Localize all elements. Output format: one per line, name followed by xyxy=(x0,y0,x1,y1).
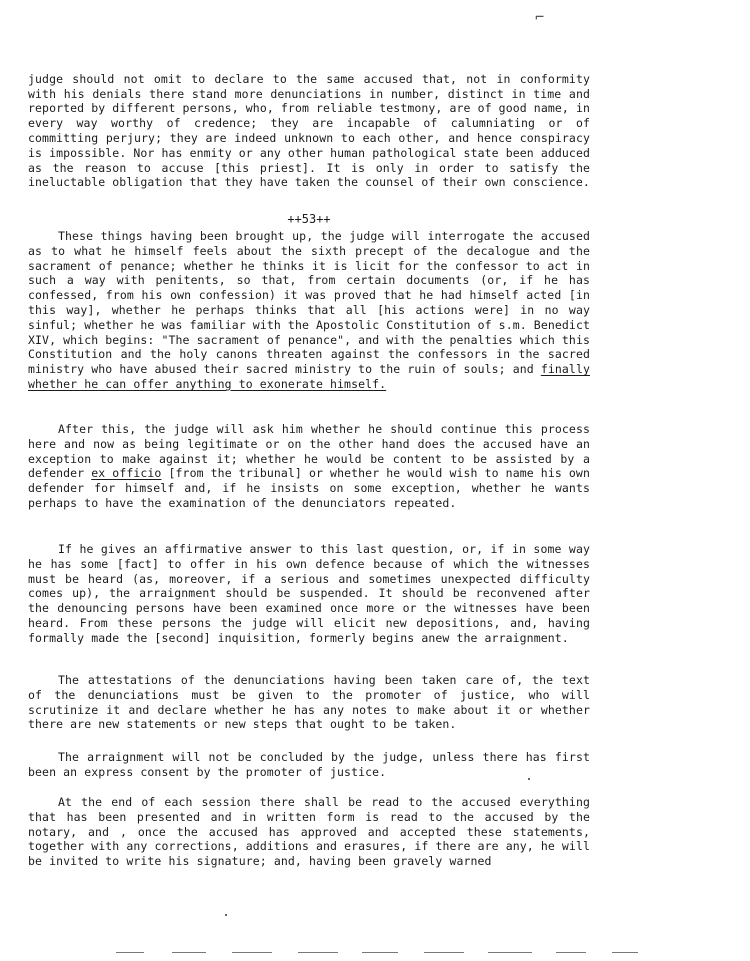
paragraph-text: The arraignment will not be concluded by the judge, unless there has first been an express consent by the promoter of justice. xyxy=(28,750,590,779)
footer-rule xyxy=(232,952,272,953)
paragraph-4 xyxy=(28,542,590,646)
stray-mark xyxy=(528,778,530,780)
stray-mark xyxy=(225,914,227,916)
paragraph-6 xyxy=(28,750,590,780)
paragraph-7 xyxy=(28,795,590,869)
paragraph-text: At the end of each session there shall be read to the accused everything that has been presented and in written form is read to the accused by the notary, and , once the accused has approved and accepted these statements, together with any corrections, additions and erasures, if there are any, he will be invited to write his signature; and, having been gravely warned xyxy=(28,795,590,869)
corner-mark: ⌐ xyxy=(535,8,545,26)
footer-rule xyxy=(116,952,144,953)
footer-rule xyxy=(488,952,532,953)
footer-rule xyxy=(172,952,206,953)
footer-rule xyxy=(556,952,586,953)
footer-rule xyxy=(612,952,638,953)
paragraph-text: If he gives an affirmative answer to this last question, or, if in some way he has some [fact] to offer in his own defence because of which the witnesses must be heard (as, moreover, if a serious and sometimes unexpected difficulty comes up), the arraignment should be suspended. It should be reconvened after the denouncing persons have been examined once more or the witnesses have been heard. From these persons the judge will elicit new depositions, and, having formally made the [second] inquisition, formerly begins anew the arraignment. xyxy=(28,542,590,645)
paragraph-text: judge should not omit to declare to the same accused that, not in conformity with his denials there stand more denunciations in number, distinct in time and reported by different persons, who, from reliable testmony, are of good name, in every way worthy of credence; they are incapable of calumniating or of committing perjury; they are indeed unknown to each other, and hence conspiracy is impossible. Nor has enmity or any other human pathological state been adduced as the reason to accuse [this priest]. It is only in order to satisfy the ineluctable obligation that they have taken the counsel of their own conscience. xyxy=(28,71,590,190)
footer-rule xyxy=(298,952,338,953)
underlined-text: ex officio xyxy=(91,466,162,481)
paragraph-text: The attestations of the denunciations having been taken care of, the text of the denunciations must be given to the promoter of justice, who will scrutinize it and declare whether he has any notes to make about it or whether there are new statements or new steps that ought to be taken. xyxy=(28,673,590,732)
paragraph-3 xyxy=(28,422,590,511)
paragraph-2 xyxy=(28,229,590,392)
paragraph-1 xyxy=(28,57,590,190)
footer-rule xyxy=(362,952,398,953)
paragraph-text: After this, the judge will ask him whether he should continue this process here and now as being legitimate or on the other hand does the accused have an exception to make against it; whether he would be content to be assisted by a defender xyxy=(28,422,590,481)
paragraph-text: [from the tribunal] or whether he would wish to name his own defender for himself and, if he insists on some exception, whether he wants perhaps to have the examination of the denunciators repeated. xyxy=(28,466,590,510)
paragraph-text: These things having been brought up, the judge will interrogate the accused as to what he himself feels about the sixth precept of the decalogue and the sacrament of penance; whether he thinks it is licit for the confessor to act in such a way with penitents, so that, from certain documents (or, if he has confessed, from his own confession) it was proved that he had himself acted [in this way], whether he perhaps thinks that all [his actions were] in no way sinful; whether he was familiar with the Apostolic Constitution of s.m. Benedict XIV, which begins: "The sacrament of penance", and with the penalties which this Constitution and the holy canons threaten against the confessors in the sacred ministry who have abused their sacred ministry to the ruin of souls; and xyxy=(28,229,590,377)
paragraph-5 xyxy=(28,673,590,732)
footer-rule xyxy=(424,952,464,953)
page-number: ++53++ xyxy=(287,212,331,226)
underlined-text: finally whether he can offer anything to exonerate himself. xyxy=(28,362,590,391)
